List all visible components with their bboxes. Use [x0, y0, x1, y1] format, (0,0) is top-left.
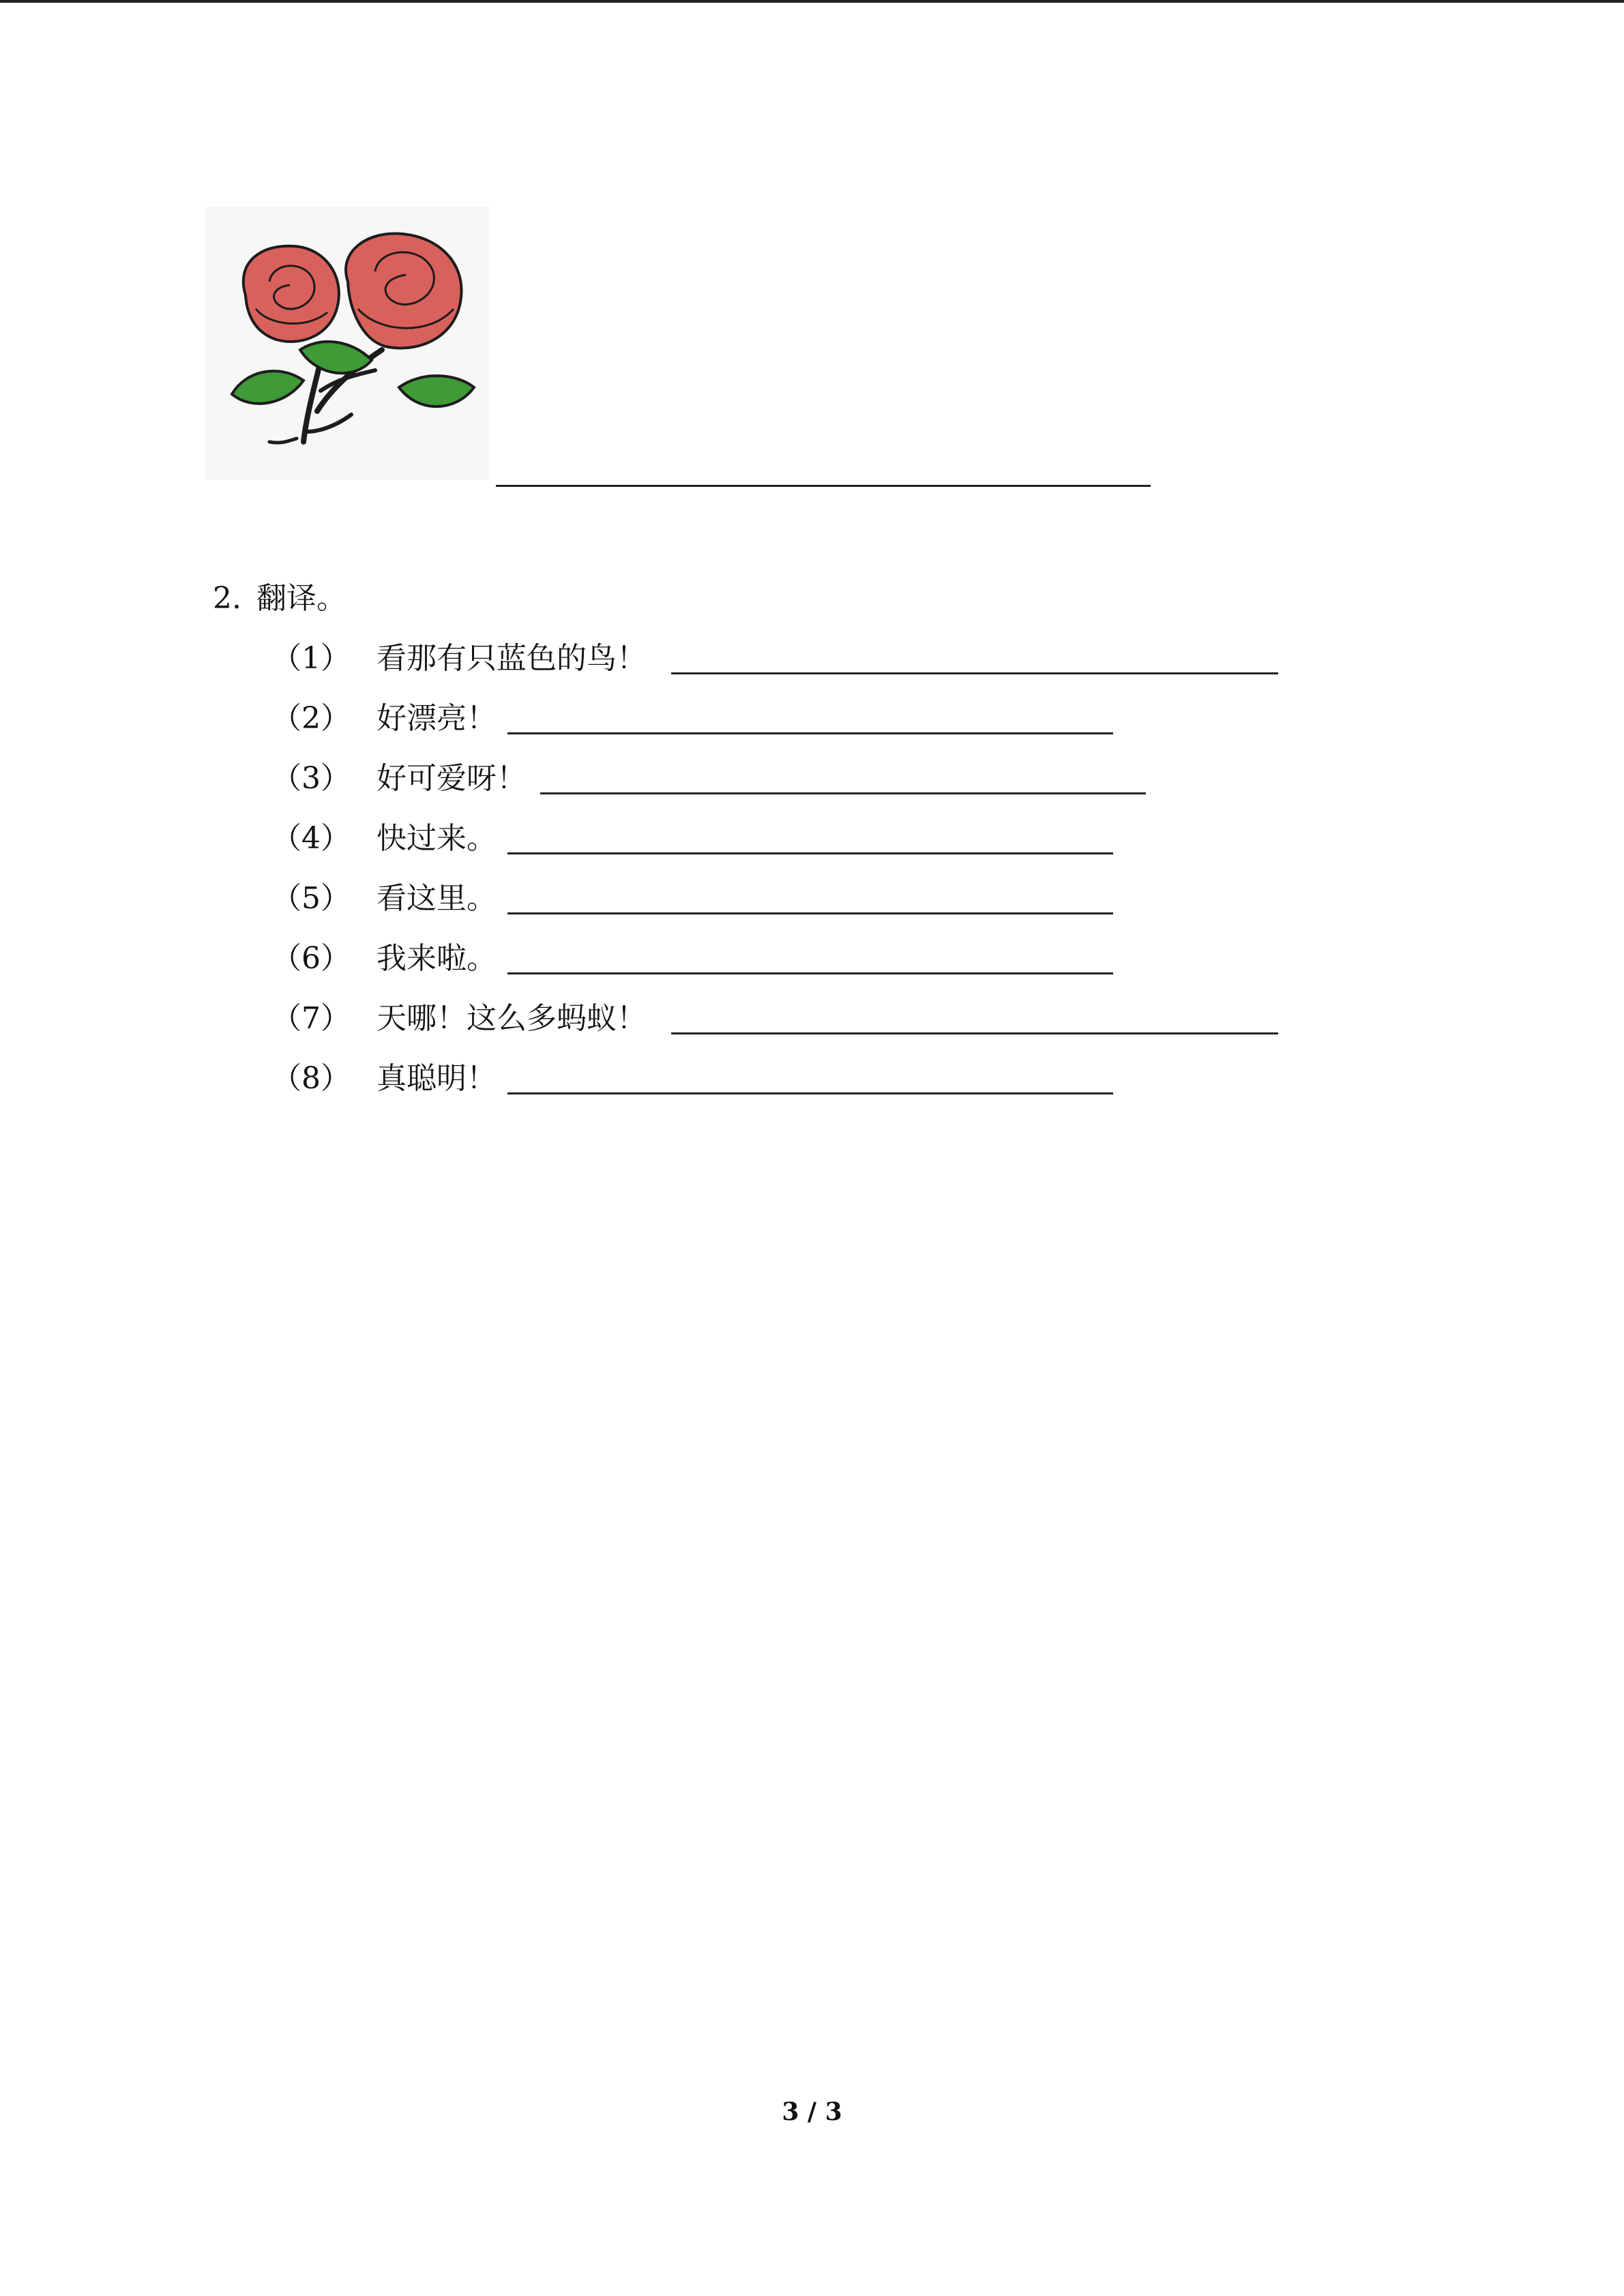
item-index: （3）: [271, 761, 351, 796]
item-text: 真聪明！: [377, 1061, 497, 1096]
item-text: 快过来。: [377, 821, 497, 856]
answer-line[interactable]: [507, 972, 1113, 974]
item-text: 好漂亮！: [377, 701, 497, 736]
item-index: （5）: [271, 881, 351, 916]
answer-line[interactable]: [540, 792, 1146, 794]
item-text: 天哪！这么多蚂蚁！: [377, 1001, 647, 1036]
item-text: 看这里。: [377, 881, 497, 916]
section-number: 2.: [213, 581, 241, 616]
section-heading: [213, 578, 346, 619]
answer-line[interactable]: [671, 1032, 1278, 1034]
item-index: （8）: [271, 1061, 351, 1096]
item-index: （7）: [271, 1001, 351, 1036]
answer-line[interactable]: [507, 732, 1113, 734]
answer-line[interactable]: [507, 1092, 1113, 1094]
rose-illustration: [205, 207, 490, 479]
answer-line[interactable]: [507, 912, 1113, 914]
rose-icon: [205, 207, 490, 479]
item-index: （1）: [271, 641, 351, 676]
answer-line[interactable]: [671, 672, 1278, 674]
item-text: 好可爱呀！: [377, 761, 527, 796]
item-text: 我来啦。: [377, 941, 497, 976]
page-number: 3 / 3: [782, 2098, 842, 2126]
section-title: 翻译。: [256, 581, 346, 616]
page-top-border: [0, 0, 1624, 3]
item-text: 看那有只蓝色的鸟！: [377, 641, 647, 676]
answer-line[interactable]: [496, 485, 1151, 487]
item-index: （4）: [271, 821, 351, 856]
answer-line[interactable]: [507, 852, 1113, 854]
item-index: （6）: [271, 941, 351, 976]
item-index: （2）: [271, 701, 351, 736]
